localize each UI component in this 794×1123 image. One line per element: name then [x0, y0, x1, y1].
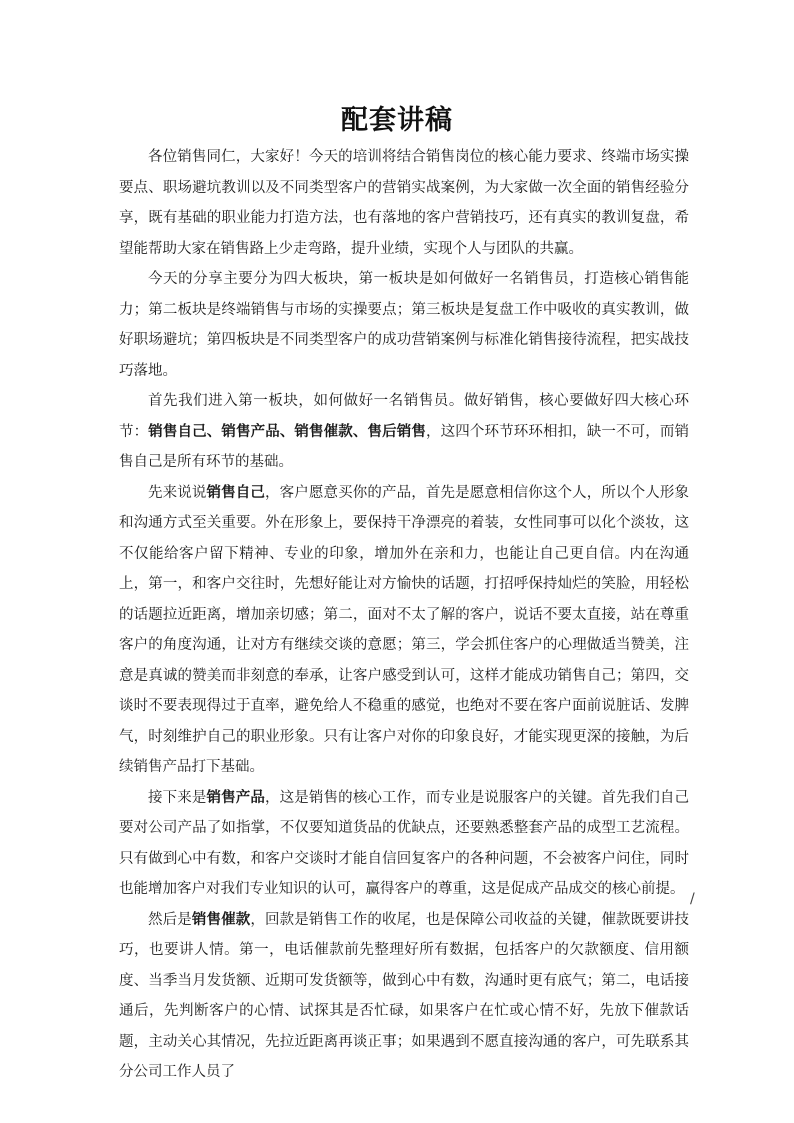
paragraph-text: ，这是销售的核心工作，而专业是说服客户的关键。首先我们自己要对公司产品了如指掌，不仅要知道货品的优缺点，还要熟悉整套产品的成型工艺流程。只有做到心中有数，和客户交谈时才能自信回复客户的各种问题，不会被客户问住，同时也能增加客户对我们专业知识的认可，赢得客户的尊重，这是促成产品成交的核心前提。: [119, 789, 689, 897]
paragraph-text: 然后是: [148, 911, 192, 928]
paragraph-collection: [119, 905, 689, 1088]
paragraph-overview: [119, 264, 689, 386]
margin-mark: /: [690, 891, 695, 907]
paragraph-text: ，客户愿意买你的产品，首先是愿意相信你这个人，所以个人形象和沟通方式至关重要。外在形象上，要保持干净漂亮的着装，女性同事可以化个淡妆，这不仅能给客户留下精神、专业的印象，增加外在亲和力，也能让自己更自信。内在沟通上，第一，和客户交往时，先想好能让对方愉快的话题，打招呼保持灿烂的笑脸，用轻松的话题拉近距离，增加亲切感；第二，面对不太了解的客户，说话不要太直接，站在尊重客户的角度沟通，让对方有继续交谈的意愿；第三，学会抓住客户的心理做适当赞美，注意是真诚的赞美而非刻意的奉承，让客户感受到认可，这样才能成功销售自己；第四，交谈时不要表现得过于直率，避免给人不稳重的感觉，也绝对不要在客户面前说脏话、发脾气，时刻维护自己的职业形象。只有让客户对你的印象良好，才能实现更深的接触，为后续销售产品打下基础。: [119, 484, 689, 775]
document-title: 配套讲稿: [341, 105, 453, 136]
paragraph-text: 接下来是: [148, 789, 207, 806]
bold-phrase: 销售自己、销售产品、销售催款、售后销售: [148, 423, 426, 440]
paragraph-text: 各位销售同仁，大家好！今天的培训将结合销售岗位的核心能力要求、终端市场实操要点、职场避坑教训以及不同类型客户的营销实战案例，为大家做一次全面的销售经验分享，既有基础的职业能力打造方法，也有落地的客户营销技巧，还有真实的教训复盘，希望能帮助大家在销售路上少走弯路，提升业绩，实现个人与团队的共赢。: [119, 149, 689, 257]
bold-phrase: 销售催款: [191, 911, 251, 928]
paragraph-text: ，这四个环节环环相扣，缺一不可，而销售自己是所有环节的基础。: [119, 423, 690, 470]
paragraph-text: 先来说说: [148, 484, 207, 501]
paragraph-text: 首先我们进入第一板块，如何做好一名销售员。做好销售，核心要做好四大核心环节：: [119, 393, 689, 440]
bold-phrase: 销售自己: [206, 484, 265, 501]
paragraph-sell-yourself: [119, 478, 689, 783]
document-body: [119, 142, 689, 1088]
paragraph-intro: [119, 142, 689, 264]
paragraph-text: ，回款是销售工作的收尾，也是保障公司收益的关键，催款既要讲技巧，也要讲人情。第一，电话催款前先整理好所有数据，包括客户的欠款额度、信用额度、当季当月发货额、近期可发货额等，做到心中有数，沟通时更有底气；第二，电话接通后，先判断客户的心情、试探其是否忙碌，如果客户在忙或心情不好，先放下催款话题，主动关心其情况，先拉近距离再谈正事；如果遇到不愿直接沟通的客户，可先联系其分公司工作人员了: [119, 911, 689, 1080]
paragraph-sell-product: [119, 783, 689, 905]
paragraph-text: 今天的分享主要分为四大板块，第一板块是如何做好一名销售员，打造核心销售能力；第二板块是终端销售与市场的实操要点；第三板块是复盘工作中吸收的真实教训，做好职场避坑；第四板块是不同类型客户的成功营销案例与标准化销售接待流程，把实战技巧落地。: [119, 271, 689, 379]
bold-phrase: 销售产品: [206, 789, 265, 806]
paragraph-section-one: [119, 386, 689, 478]
